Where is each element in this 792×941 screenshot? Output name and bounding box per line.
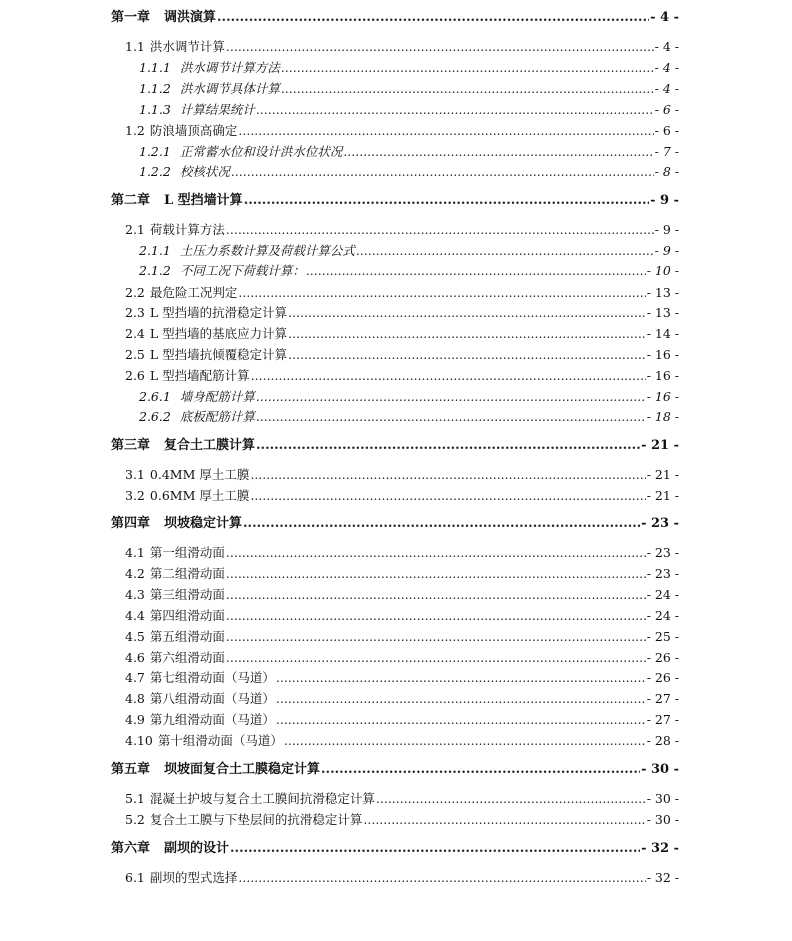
toc-entry-page-number: - 21 - <box>646 467 679 482</box>
toc-entry-number: 2.1.1 <box>139 243 171 258</box>
toc-entry-number: 4.8 <box>125 691 145 706</box>
toc-entry-title: 第六组滑动面 <box>149 650 225 665</box>
toc-dot-leader <box>251 367 646 385</box>
toc-entry-title: 0.4MM 厚土工膜 <box>149 467 250 482</box>
toc-entry-page-number: - 27 - <box>646 691 679 706</box>
toc-entry-number: 1.1.1 <box>139 60 171 75</box>
toc-subsection-entry[interactable] <box>139 388 679 406</box>
toc-entry-number: 第一章 <box>111 10 151 25</box>
toc-entry-title: 调洪演算 <box>164 10 217 25</box>
toc-entry-number: 2.6.2 <box>139 409 171 424</box>
toc-chapter-entry[interactable] <box>111 9 679 27</box>
toc-dot-leader <box>244 192 649 210</box>
toc-section-entry[interactable] <box>125 790 679 808</box>
toc-entry-page-number: - 9 - <box>650 193 679 208</box>
toc-entry-page-number: - 30 - <box>646 812 679 827</box>
toc-entry-title: 洪水调节具体计算 <box>179 81 280 96</box>
toc-chapter-entry[interactable] <box>111 840 679 858</box>
toc-dot-leader <box>343 143 653 161</box>
toc-entry-page-number: - 26 - <box>646 650 679 665</box>
toc-dot-leader <box>243 515 640 533</box>
toc-entry-number: 4.6 <box>125 650 145 665</box>
toc-entry-number: 第四章 <box>111 516 151 531</box>
toc-section-entry[interactable] <box>125 284 679 302</box>
toc-section-entry[interactable] <box>125 466 679 484</box>
toc-entry-title: L 型挡墙抗倾覆稳定计算 <box>149 347 288 362</box>
toc-entry-number: 第六章 <box>111 841 151 856</box>
toc-entry-page-number: - 23 - <box>641 516 679 531</box>
toc-entry-title: 最危险工况判定 <box>149 285 238 300</box>
toc-subsection-entry[interactable] <box>139 143 679 161</box>
toc-entry-title: 坝坡稳定计算 <box>164 516 243 531</box>
toc-entry-page-number: - 30 - <box>646 791 679 806</box>
toc-entry-title: 墙身配筋计算 <box>179 389 255 404</box>
toc-entry-title: 第十组滑动面（马道） <box>157 733 283 748</box>
toc-entry-title: 正常蓄水位和设计洪水位状况 <box>179 144 343 159</box>
toc-dot-leader <box>226 544 646 562</box>
toc-dot-leader <box>284 732 646 750</box>
toc-dot-leader <box>226 649 646 667</box>
toc-entry-title: 混凝土护坡与复合土工膜间抗滑稳定计算 <box>149 791 375 806</box>
toc-entry-title: L 型挡墙的抗滑稳定计算 <box>149 305 288 320</box>
toc-entry-number: 2.6 <box>125 368 145 383</box>
toc-entry-title: 第二组滑动面 <box>149 566 225 581</box>
toc-entry-number: 2.2 <box>125 285 145 300</box>
toc-dot-leader <box>376 790 646 808</box>
toc-entry-number: 1.2.1 <box>139 144 171 159</box>
toc-entry-page-number: - 21 - <box>646 488 679 503</box>
toc-entry-number: 4.2 <box>125 566 145 581</box>
toc-entry-page-number: - 18 - <box>646 409 679 424</box>
toc-entry-title: 第五组滑动面 <box>149 629 225 644</box>
toc-dot-leader <box>226 586 646 604</box>
toc-entry-number: 2.4 <box>125 326 145 341</box>
toc-section-entry[interactable] <box>125 811 679 829</box>
toc-dot-leader <box>230 840 640 858</box>
toc-subsection-entry[interactable] <box>139 262 679 280</box>
toc-entry-number: 2.6.1 <box>139 389 171 404</box>
toc-entry-page-number: - 4 - <box>654 39 679 54</box>
toc-entry-number: 1.2 <box>125 123 145 138</box>
toc-entry-title: 计算结果统计 <box>179 102 255 117</box>
toc-entry-title: 副坝的设计 <box>164 841 230 856</box>
toc-section-entry[interactable] <box>125 628 679 646</box>
toc-entry-page-number: - 14 - <box>646 326 679 341</box>
toc-entry-page-number: - 24 - <box>646 608 679 623</box>
toc-section-entry[interactable] <box>125 711 679 729</box>
toc-section-entry[interactable] <box>125 607 679 625</box>
toc-entry-number: 2.1 <box>125 222 145 237</box>
toc-section-entry[interactable] <box>125 346 679 364</box>
toc-entry-title: 洪水调节计算 <box>149 39 225 54</box>
toc-dot-leader <box>356 242 654 260</box>
toc-entry-number: 4.1 <box>125 545 145 560</box>
toc-entry-page-number: - 27 - <box>646 712 679 727</box>
toc-entry-page-number: - 16 - <box>646 368 679 383</box>
toc-entry-title: L 型挡墙配筋计算 <box>149 368 250 383</box>
toc-entry-page-number: - 6 - <box>654 123 679 138</box>
toc-dot-leader <box>276 690 646 708</box>
toc-entry-title: L 型挡墙的基底应力计算 <box>149 326 288 341</box>
toc-dot-leader <box>281 59 654 77</box>
toc-entry-page-number: - 13 - <box>646 285 679 300</box>
toc-section-entry[interactable] <box>125 690 679 708</box>
toc-dot-leader <box>288 304 646 322</box>
toc-chapter-entry[interactable] <box>111 437 679 455</box>
toc-chapter-entry[interactable] <box>111 515 679 533</box>
toc-subsection-entry[interactable] <box>139 101 679 119</box>
toc-entry-number: 5.1 <box>125 791 145 806</box>
toc-dot-leader <box>363 811 645 829</box>
toc-dot-leader <box>217 9 649 27</box>
toc-entry-page-number: - 23 - <box>646 566 679 581</box>
toc-dot-leader <box>250 466 645 484</box>
toc-entry-title: 防浪墙顶高确定 <box>149 123 238 138</box>
toc-dot-leader <box>226 607 646 625</box>
toc-section-entry[interactable] <box>125 487 679 505</box>
toc-entry-number: 第二章 <box>111 193 151 208</box>
toc-subsection-entry[interactable] <box>139 80 679 98</box>
toc-entry-title: 底板配筋计算 <box>179 409 255 424</box>
toc-chapter-entry[interactable] <box>111 192 679 210</box>
toc-entry-page-number: - 32 - <box>646 870 679 885</box>
toc-dot-leader <box>226 38 654 56</box>
toc-entry-number: 5.2 <box>125 812 145 827</box>
toc-dot-leader <box>288 346 646 364</box>
toc-entry-page-number: - 25 - <box>646 629 679 644</box>
toc-entry-page-number: - 4 - <box>654 60 679 75</box>
toc-entry-number: 3.1 <box>125 467 145 482</box>
toc-dot-leader <box>306 262 646 280</box>
toc-entry-title: 坝坡面复合土工膜稳定计算 <box>164 762 321 777</box>
toc-dot-leader <box>256 388 646 406</box>
toc-entry-number: 1.2.2 <box>139 164 171 179</box>
toc-subsection-entry[interactable] <box>139 163 679 181</box>
toc-entry-number: 1.1 <box>125 39 145 54</box>
toc-section-entry[interactable] <box>125 869 679 887</box>
toc-entry-title: 第九组滑动面（马道） <box>149 712 275 727</box>
toc-entry-page-number: - 23 - <box>646 545 679 560</box>
toc-entry-number: 4.3 <box>125 587 145 602</box>
toc-dot-leader <box>238 284 645 302</box>
toc-section-entry[interactable] <box>125 221 679 239</box>
toc-entry-title: 复合土工膜计算 <box>164 438 256 453</box>
toc-entry-title: 第七组滑动面（马道） <box>149 670 275 685</box>
toc-dot-leader <box>238 869 645 887</box>
toc-entry-number: 3.2 <box>125 488 145 503</box>
toc-entry-page-number: - 16 - <box>646 389 679 404</box>
toc-subsection-entry[interactable] <box>139 59 679 77</box>
toc-entry-title: 副坝的型式选择 <box>149 870 238 885</box>
toc-entry-title: 第三组滑动面 <box>149 587 225 602</box>
toc-entry-number: 1.1.3 <box>139 102 171 117</box>
toc-dot-leader <box>256 408 646 426</box>
toc-section-entry[interactable] <box>125 544 679 562</box>
toc-section-entry[interactable] <box>125 122 679 140</box>
toc-section-entry[interactable] <box>125 586 679 604</box>
toc-entry-number: 2.5 <box>125 347 145 362</box>
toc-dot-leader <box>321 761 640 779</box>
toc-section-entry[interactable] <box>125 565 679 583</box>
toc-chapter-entry[interactable] <box>111 761 679 779</box>
toc-section-entry[interactable] <box>125 732 679 750</box>
toc-entry-number: 4.4 <box>125 608 145 623</box>
toc-dot-leader <box>276 711 646 729</box>
toc-section-entry[interactable] <box>125 304 679 322</box>
toc-entry-page-number: - 26 - <box>646 670 679 685</box>
toc-entry-title: 不同工况下荷载计算： <box>179 263 305 278</box>
toc-entry-page-number: - 16 - <box>646 347 679 362</box>
toc-entry-page-number: - 30 - <box>641 762 679 777</box>
toc-entry-title: 土压力系数计算及荷载计算公式 <box>179 243 355 258</box>
toc-entry-number: 4.9 <box>125 712 145 727</box>
toc-entry-number: 4.10 <box>125 733 153 748</box>
toc-entry-page-number: - 6 - <box>654 102 679 117</box>
toc-entry-title: 第四组滑动面 <box>149 608 225 623</box>
toc-dot-leader <box>288 325 646 343</box>
toc-entry-title: 荷载计算方法 <box>149 222 225 237</box>
toc-entry-number: 第五章 <box>111 762 151 777</box>
toc-entry-page-number: - 10 - <box>646 263 679 278</box>
toc-entry-number: 2.1.2 <box>139 263 171 278</box>
toc-entry-title: 第一组滑动面 <box>149 545 225 560</box>
toc-section-entry[interactable] <box>125 325 679 343</box>
toc-entry-page-number: - 4 - <box>654 81 679 96</box>
toc-dot-leader <box>226 565 646 583</box>
toc-entry-title: L 型挡墙计算 <box>164 193 243 208</box>
toc-entry-page-number: - 21 - <box>641 438 679 453</box>
toc-entry-page-number: - 13 - <box>646 305 679 320</box>
toc-section-entry[interactable] <box>125 649 679 667</box>
toc-dot-leader <box>276 669 646 687</box>
toc-entry-page-number: - 4 - <box>650 10 679 25</box>
toc-entry-title: 校核状况 <box>179 164 230 179</box>
toc-entry-page-number: - 9 - <box>654 243 679 258</box>
toc-entry-number: 4.7 <box>125 670 145 685</box>
toc-entry-page-number: - 8 - <box>654 164 679 179</box>
toc-dot-leader <box>231 163 654 181</box>
toc-entry-page-number: - 7 - <box>654 144 679 159</box>
toc-entry-title: 第八组滑动面（马道） <box>149 691 275 706</box>
toc-dot-leader <box>281 80 654 98</box>
toc-entry-page-number: - 32 - <box>641 841 679 856</box>
toc-subsection-entry[interactable] <box>139 408 679 426</box>
toc-entry-title: 0.6MM 厚土工膜 <box>149 488 250 503</box>
toc-entry-number: 6.1 <box>125 870 145 885</box>
toc-entry-number: 1.1.2 <box>139 81 171 96</box>
toc-dot-leader <box>226 628 646 646</box>
toc-entry-number: 2.3 <box>125 305 145 320</box>
toc-entry-title: 复合土工膜与下垫层间的抗滑稳定计算 <box>149 812 363 827</box>
toc-section-entry[interactable] <box>125 38 679 56</box>
toc-entry-number: 第三章 <box>111 438 151 453</box>
toc-dot-leader <box>238 122 653 140</box>
toc-section-entry[interactable] <box>125 367 679 385</box>
toc-section-entry[interactable] <box>125 669 679 687</box>
toc-dot-leader <box>250 487 645 505</box>
toc-entry-page-number: - 28 - <box>646 733 679 748</box>
toc-entry-page-number: - 9 - <box>654 222 679 237</box>
toc-dot-leader <box>256 437 640 455</box>
toc-subsection-entry[interactable] <box>139 242 679 260</box>
toc-entry-title: 洪水调节计算方法 <box>179 60 280 75</box>
toc-dot-leader <box>256 101 654 119</box>
toc-entry-page-number: - 24 - <box>646 587 679 602</box>
toc-entry-number: 4.5 <box>125 629 145 644</box>
toc-dot-leader <box>226 221 654 239</box>
